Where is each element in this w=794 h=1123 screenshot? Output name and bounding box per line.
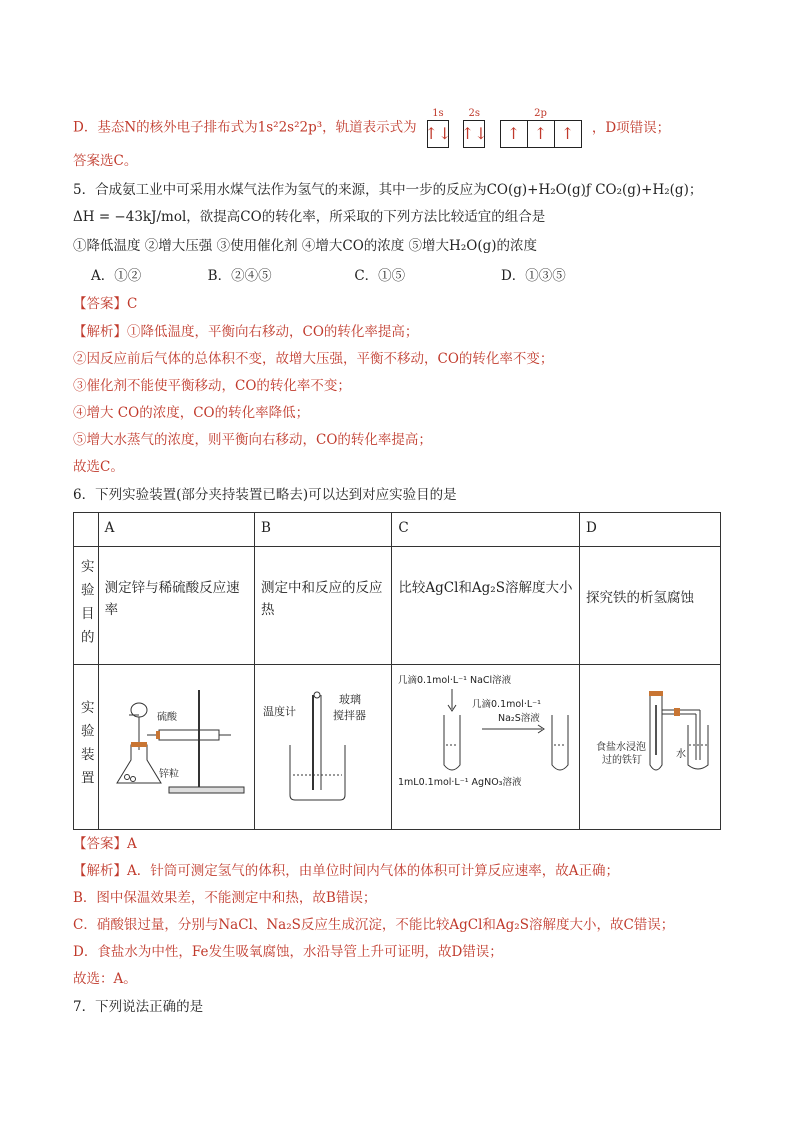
orbital-box: ↑↓	[424, 124, 452, 143]
apparatus-b-figure	[255, 665, 391, 825]
q5-analysis-4: ④增大 CO的浓度，CO的转化率降低；	[73, 405, 310, 421]
q6-figure-c	[392, 665, 580, 830]
q5-choice-d: D．①③⑤	[500, 268, 566, 284]
q6-figure-a	[98, 665, 254, 830]
orbital-label: 2p	[534, 108, 547, 119]
q6-analysis-1: 【解析】A．针筒可测定氢气的体积，由单位时间内气体的体积可计算反应速率，故A正确；	[73, 863, 619, 879]
q7-stem: 7．下列说法正确的是	[73, 999, 204, 1015]
q6-analysis-3: C．硝酸银过量，分别与NaCl、Na₂S反应生成沉淀，不能比较AgCl和Ag₂S溶解度大小，故C错误；	[73, 917, 675, 933]
q5-choices	[91, 266, 651, 286]
orbital-box: ↑	[560, 124, 575, 143]
q6-answer: 【答案】A	[73, 836, 137, 852]
q5-analysis-5: ⑤增大水蒸气的浓度，则平衡向右移动，CO的转化率提高；	[73, 432, 432, 448]
q5-analysis-2: ②因反应前后气体的总体积不变，故增大压强，平衡不移动，CO的转化率不变；	[73, 351, 554, 367]
q5-choice-b: B．②④⑤	[207, 268, 272, 284]
label-zinc: 锌粒	[158, 769, 179, 780]
q6-row2-label: 实验装置	[77, 700, 94, 794]
q6-purpose-a: 测定锌与稀硫酸反应速率	[98, 547, 254, 665]
orbital-2p	[500, 108, 582, 148]
q5-stem-line1: 5．合成氨工业中可采用水煤气法作为氢气的来源，其中一步的反应为CO(g)+H₂O(g)ƒ CO₂(g)+H₂(g)；	[73, 182, 703, 198]
answer-prev: 答案选C。	[73, 153, 138, 169]
q6-purpose-b: 测定中和反应的反应热	[254, 547, 391, 665]
q5-analysis-1: 【解析】①降低温度，平衡向右移动，CO的转化率提高；	[73, 324, 419, 340]
q6-apparatus-row	[74, 665, 721, 830]
q5-answer: 【答案】C	[73, 296, 138, 312]
orbital-1s	[424, 108, 452, 148]
orbital-2s	[460, 108, 488, 148]
label-na2s-1: 几滴0.1mol·L⁻¹	[472, 699, 542, 710]
label-stirrer-2: 搅拌器	[332, 709, 366, 722]
q6-analysis-4: D．食盐水为中性，Fe发生吸氧腐蚀，水沿导管上升可证明，故D错误；	[73, 944, 503, 960]
orbital-box: ↑	[501, 121, 528, 147]
orbital-box: ↑↓	[460, 124, 488, 143]
orbital-label: 2s	[468, 108, 480, 119]
q6-purpose-c: 比较AgCl和Ag₂S溶解度大小	[392, 547, 580, 665]
q6-figure-d	[580, 665, 721, 830]
q6-conclusion: 故选：A。	[73, 971, 137, 987]
q6-table	[73, 512, 721, 830]
label-agno3: 1mL0.1mol·L⁻¹ AgNO₃溶液	[398, 777, 522, 788]
q6-header-d: D	[580, 513, 721, 547]
orbital-label: 1s	[432, 108, 444, 119]
label-na2s-2: Na₂S溶液	[498, 713, 541, 724]
label-nail-1: 食盐水浸泡	[596, 742, 646, 753]
apparatus-c-figure	[392, 665, 578, 825]
line-d-prefix: D．基态N的核外电子排布式为1s²2s²2p³，轨道表示式为	[73, 119, 417, 136]
orbital-box: ↑	[528, 121, 555, 147]
q5-options-list: ①降低温度 ②增大压强 ③使用催化剂 ④增大CO的浓度 ⑤增大H₂O(g)的浓度	[73, 238, 537, 254]
q6-header-row	[74, 513, 721, 547]
line-d	[73, 108, 670, 148]
q5-choice-c: C．①⑤	[354, 268, 406, 284]
label-thermometer: 温度计	[262, 705, 296, 718]
q6-header-b: B	[254, 513, 391, 547]
q6-header-c: C	[392, 513, 580, 547]
apparatus-d-figure	[580, 665, 720, 825]
q6-header-a: A	[98, 513, 254, 547]
q5-conclusion: 故选C。	[73, 459, 124, 475]
label-nail-2: 过的铁钉	[602, 755, 642, 766]
q6-row1-label: 实验目的	[77, 558, 94, 653]
label-water: 水	[676, 749, 686, 760]
q6-figure-b	[254, 665, 391, 830]
label-nacl: 几滴0.1mol·L⁻¹ NaCl溶液	[398, 675, 512, 686]
q5-choice-a: A．①②	[91, 268, 142, 284]
q6-stem: 6．下列实验装置(部分夹持装置已略去)可以达到对应实验目的是	[73, 487, 457, 503]
q5-stem-line2: ΔH = −43kJ/mol，欲提高CO的转化率，所采取的下列方法比较适宜的组合是	[73, 209, 546, 225]
q5-analysis-3: ③催化剂不能使平衡移动，CO的转化率不变；	[73, 378, 351, 394]
label-acid: 硫酸	[156, 712, 177, 723]
line-d-suffix: ，D项错误；	[591, 119, 671, 136]
q6-analysis-2: B．图中保温效果差，不能测定中和热，故B错误；	[73, 890, 377, 906]
q6-purpose-d: 探究铁的析氢腐蚀	[580, 547, 721, 665]
apparatus-a-figure	[99, 665, 254, 825]
q6-purpose-row	[74, 547, 721, 665]
label-stirrer-1: 玻璃	[338, 693, 361, 706]
